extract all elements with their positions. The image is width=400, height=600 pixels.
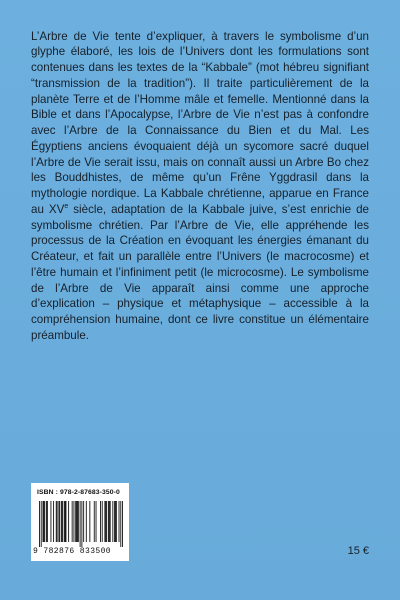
price: 15 €: [347, 545, 369, 557]
blurb-text: [31, 29, 369, 344]
blurb-text-part-1: L’Arbre de Vie tente d’expliquer, à travers le symbolisme d’un glyphe élaboré, les lois de l’Univers dont les formulations sont contenues dans les textes de la “Kabbale” (mot hébreu signifiant “transmission de la tradition”). Il traite particulièrement de la planète Terre et de l’Homme mâle et femelle. Mentionné dans la Bible et dans l’Apocalypse, l’Arbre de Vie n’est pas à confondre avec l’Arbre de la Connaissance du Bien et du Mal. Les Égyptiens anciens évoquaient déjà un sycomore sacré duquel l’Arbre de Vie serait issu, mais on connaît aussi un Arbre Bo chez les Bouddhistes, de même qu’un Frêne Yggdrasil dans la mythologie nordique. La Kabbale chrétienne, apparue en France au XV: [31, 29, 369, 216]
barcode-digits: 9 782876 833500: [33, 547, 112, 556]
century-superscript: e: [64, 202, 69, 210]
barcode-area: [31, 483, 129, 561]
blurb-text-part-2: siècle, adaptation de la Kabbale juive, s’est enrichie de symbolisme chrétien. Par l’Arbre de Vie, elle appréhende les processus de la Création en évoquant les énergies émanant du Créateur, et fait un parallèle entre l’Univers (le macrocosme) et l’être humain et l’infiniment petit (le microcosme). Le symbolisme de l’Arbre de Vie apparaît ainsi comme une approche d’explication – physique et métaphysique – accessible à la compréhension humaine, dont ce livre constitue un élémentaire préambule.: [31, 202, 370, 342]
barcode-icon: [39, 501, 123, 547]
isbn-label: ISBN : 978-2-87683-350-0: [37, 489, 120, 496]
